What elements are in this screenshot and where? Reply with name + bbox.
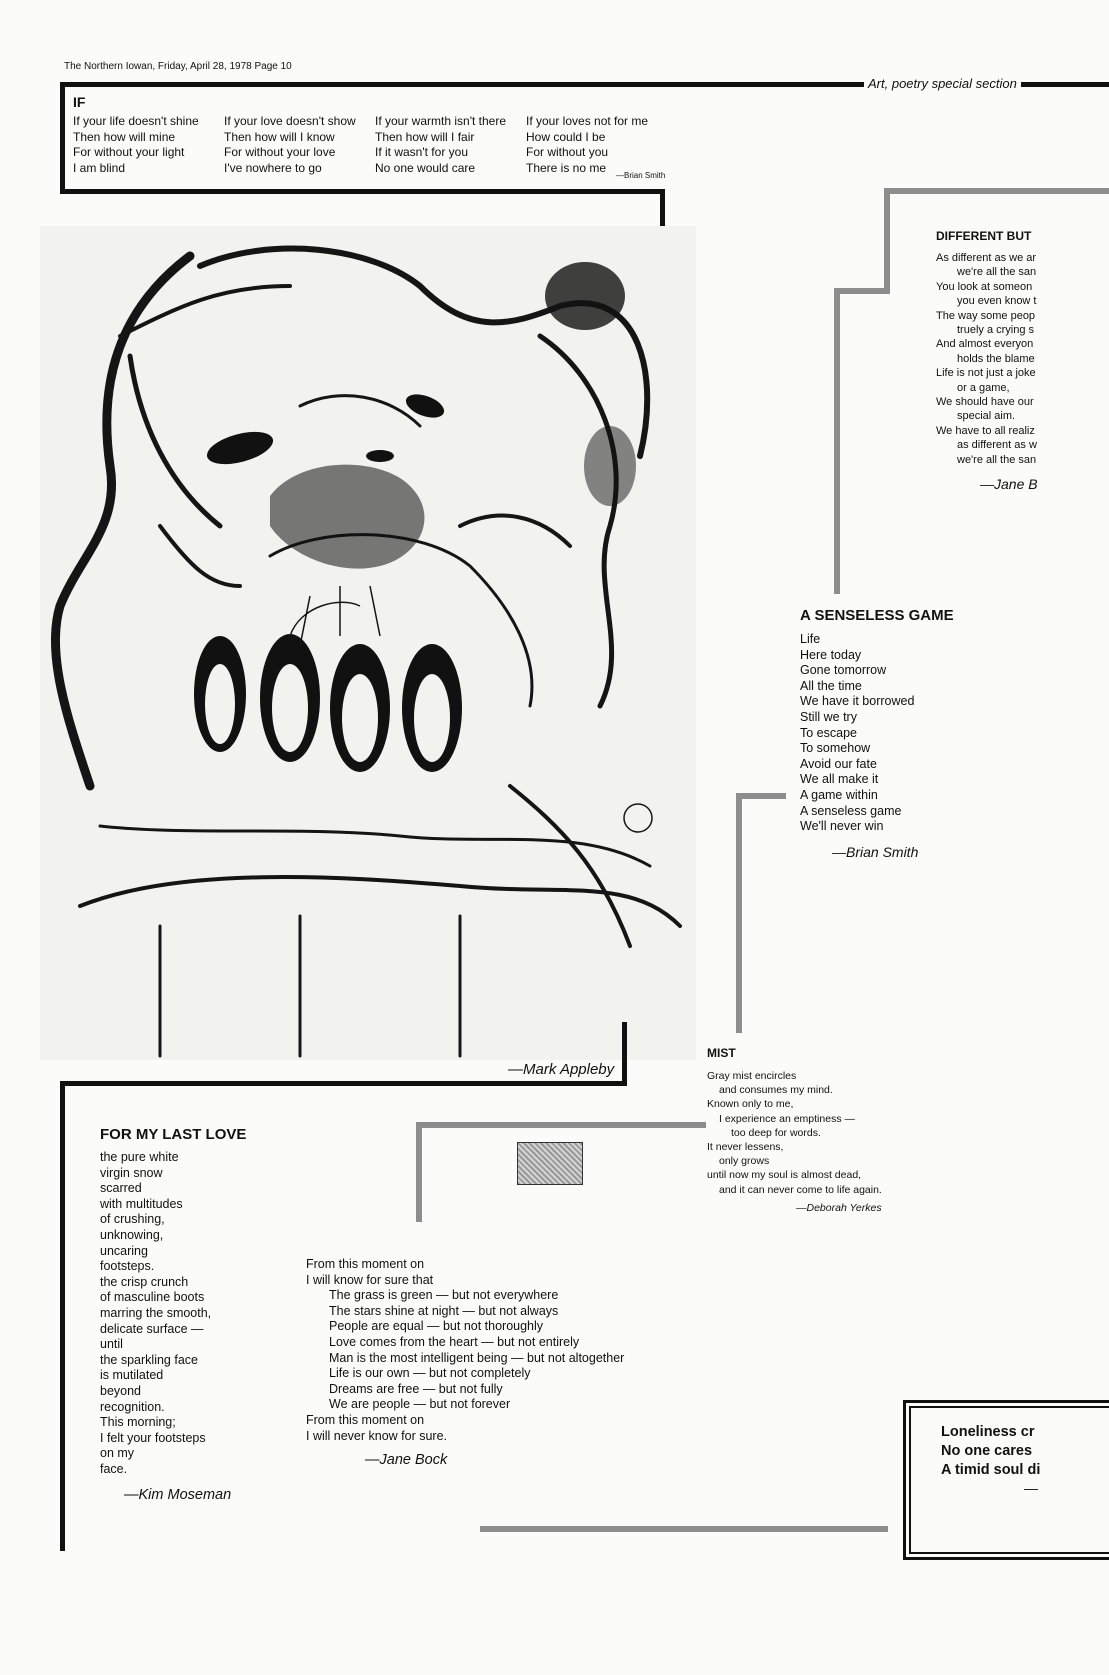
different-poem-author: —Jane B <box>980 476 1038 492</box>
senseless-line: We have it borrowed <box>800 694 915 709</box>
if-line: I've nowhere to go <box>224 160 322 175</box>
different-frame-top <box>884 188 1109 194</box>
different-line: The way some peop <box>936 309 1036 322</box>
mist-line: Known only to me, <box>707 1098 794 1111</box>
last-love-line: with multitudes <box>100 1196 183 1211</box>
last-love-frame-left <box>60 1081 65 1551</box>
moment-poem-body <box>306 1257 624 1444</box>
senseless-poem-body <box>800 632 914 835</box>
if-line: For without you <box>526 145 609 159</box>
last-love-frame-top <box>60 1081 627 1086</box>
loneliness-poem-author: — <box>1024 1480 1038 1496</box>
different-frame-vert-lower <box>834 288 840 594</box>
if-line: Then how will I know <box>224 129 335 144</box>
if-box-bottom-border <box>60 189 665 194</box>
different-line: we're all the san <box>957 266 1037 279</box>
senseless-line: We all make it <box>800 772 879 787</box>
senseless-line: A senseless game <box>800 803 902 818</box>
different-line: you even know t <box>957 295 1037 308</box>
different-line: And almost everyon <box>936 338 1034 351</box>
if-line: If it wasn't for you <box>375 145 468 159</box>
artwork-illustration <box>40 226 696 1060</box>
moment-line: Man is the most intelligent being — but not altogether <box>329 1350 625 1365</box>
last-love-line: of masculine boots <box>100 1290 205 1305</box>
senseless-line: All the time <box>800 678 862 693</box>
loneliness-box-top-inner <box>909 1406 1109 1408</box>
if-line: There is no me <box>526 160 607 175</box>
last-love-line: recognition. <box>100 1399 165 1414</box>
last-love-poem-body <box>100 1150 211 1477</box>
if-stanza-4 <box>526 114 648 176</box>
if-line: For without your love <box>224 145 336 159</box>
last-love-line: This morning; <box>100 1415 176 1430</box>
if-line: If your life doesn't shine <box>73 114 199 128</box>
mist-line: only grows <box>719 1155 770 1168</box>
last-love-line: the pure white <box>100 1150 179 1164</box>
loneliness-line: A timid soul di <box>941 1462 1041 1478</box>
moment-line: I will never know for sure. <box>306 1428 448 1443</box>
different-line: We have to all realiz <box>936 424 1035 437</box>
artwork-frame-right-top <box>660 189 665 231</box>
loneliness-poem-body <box>941 1423 1109 1480</box>
mist-line: and it can never come to life again. <box>719 1183 882 1196</box>
if-poem-title: IF <box>73 94 86 110</box>
last-love-line: uncaring <box>100 1243 148 1258</box>
last-love-line: footsteps. <box>100 1259 155 1274</box>
moment-line: I will know for sure that <box>306 1272 434 1287</box>
last-love-line: unknowing, <box>100 1227 164 1242</box>
loneliness-box-left <box>903 1400 906 1560</box>
different-poem-body <box>936 251 1109 467</box>
if-line: If your love doesn't show <box>224 114 356 128</box>
loneliness-box-bottom <box>903 1557 1109 1560</box>
different-line: we're all the san <box>957 453 1037 466</box>
mist-poem-title: MIST <box>707 1046 736 1060</box>
moment-frame-left <box>416 1122 422 1222</box>
mist-line: until now my soul is almost dead, <box>707 1169 862 1182</box>
last-love-line: of crushing, <box>100 1212 165 1227</box>
different-line: Life is not just a joke <box>936 367 1036 380</box>
if-stanza-3 <box>375 114 506 176</box>
last-love-line: on my <box>100 1446 135 1461</box>
if-poem-author: —Brian Smith <box>616 171 666 180</box>
last-love-line: scarred <box>100 1181 142 1196</box>
if-line: No one would care <box>375 160 476 175</box>
moment-line: Dreams are free — but not fully <box>329 1381 503 1396</box>
moment-line: From this moment on <box>306 1257 425 1271</box>
different-line: special aim. <box>957 410 1016 423</box>
folio-line: The Northern Iowan, Friday, April 28, 1978 Page 10 <box>64 61 292 72</box>
senseless-poem-title: A SENSELESS GAME <box>800 607 954 624</box>
last-love-line: is mutilated <box>100 1368 164 1383</box>
last-love-line: I felt your footsteps <box>100 1430 206 1445</box>
senseless-poem-author: —Brian Smith <box>832 844 919 860</box>
mist-frame-top <box>736 793 786 799</box>
different-frame-vert-upper <box>884 188 890 288</box>
mist-poem-author: —Deborah Yerkes <box>796 1202 882 1214</box>
senseless-line: Gone tomorrow <box>800 663 887 678</box>
moment-line: Love comes from the heart — but not entirely <box>329 1334 580 1349</box>
moment-line: The grass is green — but not everywhere <box>329 1288 559 1303</box>
mist-line: and consumes my mind. <box>719 1084 833 1097</box>
last-love-line: the sparkling face <box>100 1352 198 1367</box>
bottom-grey-rule <box>480 1526 888 1532</box>
different-line: We should have our <box>936 396 1034 409</box>
senseless-line: Still we try <box>800 709 857 724</box>
loneliness-line: Loneliness cr <box>941 1424 1035 1440</box>
moment-line: Life is our own — but not completely <box>329 1366 531 1381</box>
moment-line: We are people — but not forever <box>329 1397 511 1412</box>
last-love-line: delicate surface — <box>100 1321 204 1336</box>
last-love-line: face. <box>100 1461 128 1476</box>
mist-frame-vert <box>736 793 742 1033</box>
different-line: holds the blame <box>957 352 1035 365</box>
last-love-line: until <box>100 1337 123 1352</box>
different-line: You look at someon <box>936 280 1033 293</box>
mist-line: too deep for words. <box>731 1126 821 1139</box>
last-love-poem-author: —Kim Moseman <box>124 1487 232 1503</box>
senseless-line: To escape <box>800 725 857 740</box>
if-stanza-2 <box>224 114 356 176</box>
moment-line: People are equal — but not thoroughly <box>329 1319 544 1334</box>
if-stanza-1 <box>73 114 199 176</box>
moment-line: From this moment on <box>306 1412 425 1427</box>
if-line: Then how will mine <box>73 129 176 144</box>
different-poem-title: DIFFERENT BUT <box>936 229 1032 243</box>
if-line: If your loves not for me <box>526 114 649 128</box>
decorative-texture-box <box>517 1142 583 1185</box>
senseless-line: Avoid our fate <box>800 756 877 771</box>
senseless-line: To somehow <box>800 741 871 756</box>
last-love-poem-title: FOR MY LAST LOVE <box>100 1126 247 1143</box>
if-line: If your warmth isn't there <box>375 114 507 128</box>
different-line: As different as we ar <box>936 252 1037 264</box>
moment-line: The stars shine at night — but not always <box>329 1303 559 1318</box>
if-box-left-border <box>60 84 65 194</box>
senseless-line: Life <box>800 632 821 646</box>
senseless-line: We'll never win <box>800 819 884 834</box>
moment-frame-top <box>416 1122 706 1128</box>
mist-line: It never lessens, <box>707 1141 784 1154</box>
different-line: truely a crying s <box>957 324 1035 337</box>
if-line: I am blind <box>73 160 126 175</box>
artwork-frame-right-bottom <box>622 1022 627 1084</box>
if-line: Then how will I fair <box>375 129 475 144</box>
moment-poem-author: —Jane Bock <box>365 1452 448 1468</box>
senseless-line: Here today <box>800 647 862 662</box>
mist-line: I experience an emptiness — <box>719 1112 855 1125</box>
last-love-line: beyond <box>100 1383 142 1398</box>
if-line: For without your light <box>73 145 185 159</box>
loneliness-box-top <box>903 1400 1109 1403</box>
different-frame-step <box>834 288 890 294</box>
different-line: as different as w <box>957 439 1037 452</box>
senseless-line: A game within <box>800 787 878 802</box>
section-label: Art, poetry special section <box>864 76 1021 91</box>
artwork-credit: —Mark Appleby <box>508 1061 615 1078</box>
mist-line: Gray mist encircles <box>707 1070 797 1082</box>
last-love-line: the crisp crunch <box>100 1274 189 1289</box>
last-love-line: virgin snow <box>100 1165 163 1180</box>
last-love-line: marring the smooth, <box>100 1305 212 1320</box>
loneliness-box-bottom-inner <box>909 1552 1109 1554</box>
mist-poem-body <box>707 1069 882 1197</box>
if-line: How could I be <box>526 129 606 144</box>
loneliness-line: No one cares <box>941 1443 1033 1459</box>
loneliness-box-left-inner <box>909 1406 911 1554</box>
different-line: or a game, <box>957 381 1010 394</box>
